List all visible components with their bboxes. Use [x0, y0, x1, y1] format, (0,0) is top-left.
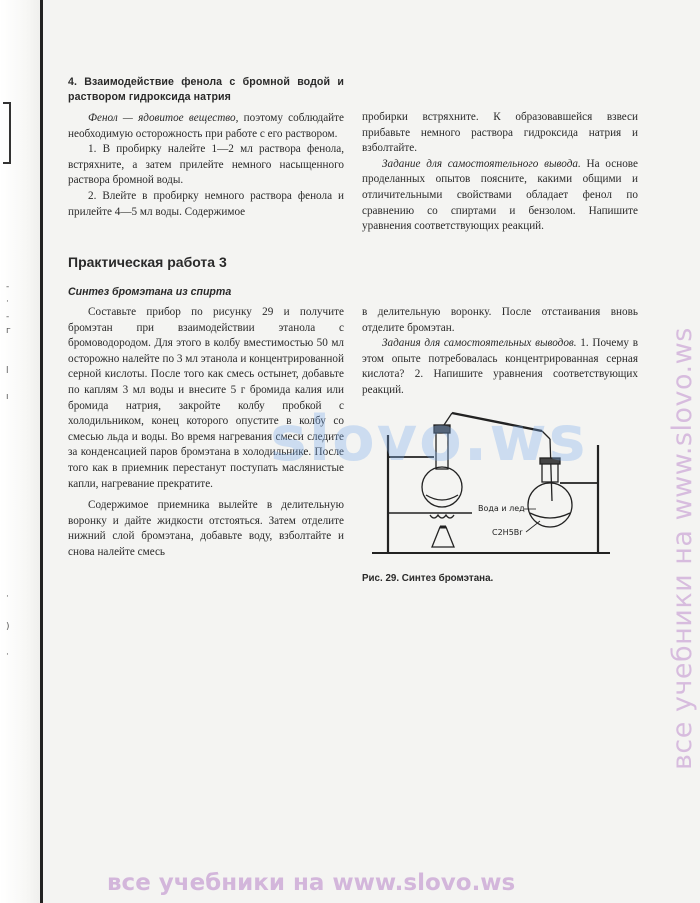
- tasks-rest: 1. Почему в этом опыте потребовалась концентрированная серная кислота? 2. Напишите уравнения соответствующих реакций.: [362, 337, 638, 396]
- section4-step1: 1. В пробирку налейте 1—2 мл раствора фенола, встряхните, а затем прилейте немного насыщенного раствора бромной воды.: [68, 143, 344, 187]
- c2h5br-label-pointer: [526, 521, 540, 532]
- margin-mark: ): [6, 622, 10, 632]
- practical-right-paragraph: в делительную воронку. После отстаивания вновь отделите бромэтан.: [362, 306, 638, 334]
- section4-right-paragraph: пробирки встряхните. К образовавшейся взвеси прибавьте немного раствора гидроксида натрия и взболтайте.: [362, 111, 638, 155]
- section4-intro: [68, 111, 344, 142]
- vertical-watermark: все учебники на www.slovo.ws: [667, 327, 698, 770]
- practical-right-column: [362, 305, 638, 399]
- margin-bracket: [3, 102, 11, 164]
- figure-caption: Рис. 29. Синтез бромэтана.: [362, 573, 494, 584]
- margin-mark: -: [6, 312, 10, 322]
- center-watermark: slovo.ws: [270, 402, 588, 475]
- practical-paragraph-2: Содержимое приемника вылейте в делительную воронку и дайте жидкости отстояться. Затем отделите нижний слой бромэтана, добавьте воду, взболтайте и снова налейте смесь: [68, 499, 344, 558]
- tasks-emphasis: Задания для самостоятельных выводов.: [382, 337, 577, 350]
- ice-water-label: Вода и лед: [478, 504, 525, 513]
- margin-mark: г: [6, 326, 11, 336]
- practical-paragraph-1: Составьте прибор по рисунку 29 и получите бромэтан при взаимодействии этанола с бромоводородом. Для этого в колбу вместимостью 50 мл осторожно налейте по 3 мл этанола и концентрированной серной кислоты. После того как смесь остынет, добавьте по каплям 3 мл воды и внесите 5 г бромида калия или бромида натрия, закройте колбу пробкой с холодильником, конец которого опустите в колбу со смесью льда и воды. Во время нагревания смеси следите за конденсацией паров бромэтана в холодильнике. После того как в приемник перестанут поступать маслянистые капли, нагревание прекратите.: [68, 306, 344, 490]
- margin-mark: -: [6, 282, 10, 292]
- margin-mark: ·: [6, 650, 9, 660]
- practical-title: Практическая работа 3: [68, 254, 227, 270]
- section4-task: [362, 157, 638, 235]
- ice-water-level: [530, 513, 570, 518]
- section4-heading: 4. Взаимодействие фенола с бромной водой и раствором гидроксида натрия: [68, 76, 344, 103]
- margin-mark: l: [6, 366, 9, 376]
- intro-emphasis: Фенол — ядовитое вещество,: [88, 112, 239, 124]
- flame: [430, 515, 454, 518]
- spirit-lamp: [432, 527, 454, 547]
- margin-mark: ı: [6, 392, 9, 402]
- receiving-flask: [528, 483, 572, 527]
- intro-rest: поэтому соблюдайте необходимую осторожность при работе с его раствором.: [68, 112, 344, 140]
- bottom-watermark: все учебники на www.slovo.ws: [107, 870, 516, 896]
- task-rest: На основе проделанных опытов поясните, какими общими и отличительными свойствами обладает фенол по сравнению со спиртами и бензолом. Напишите уравнения соответствующих реакций.: [362, 157, 638, 233]
- margin-mark: ·: [6, 297, 9, 307]
- reaction-mixture: [426, 495, 458, 500]
- section4-step2: 2. Влейте в пробирку немного раствора фенола и прилейте 4—5 мл воды. Содержимое: [68, 189, 344, 218]
- section4-left-column: [68, 75, 344, 220]
- c2h5br-label: C2H5Br: [492, 528, 523, 537]
- task-emphasis: Задание для самостоятельного вывода.: [382, 157, 581, 170]
- section4-right-column: [362, 110, 638, 235]
- practical-tasks: [362, 336, 638, 398]
- margin-mark: ·: [6, 592, 9, 602]
- binding-fold-line: [40, 0, 43, 903]
- practical-subtitle: Синтез бромэтана из спирта: [68, 286, 232, 298]
